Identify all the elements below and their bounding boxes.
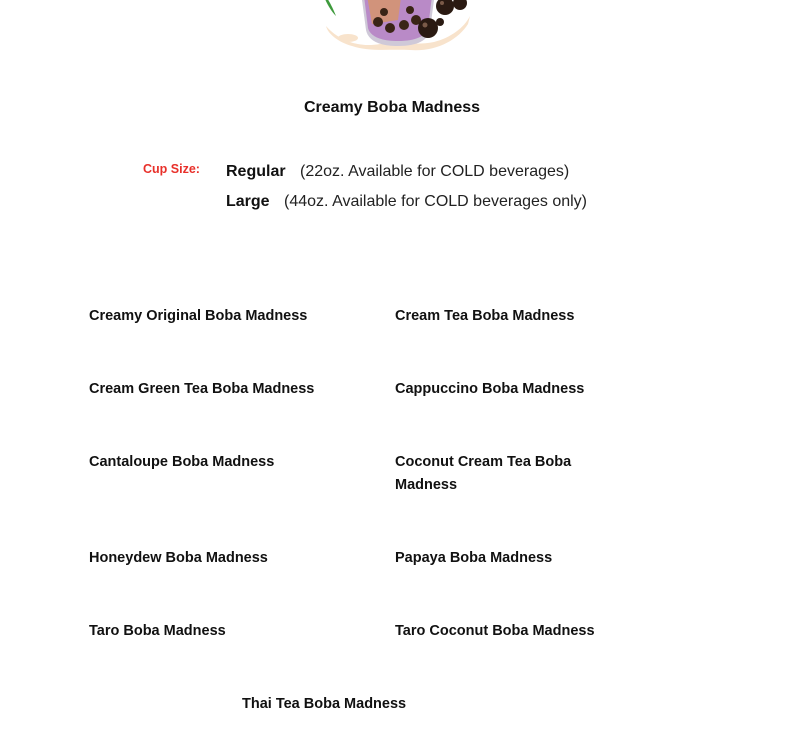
menu-item[interactable]: Honeydew Boba Madness: [89, 550, 268, 566]
menu-item[interactable]: Taro Boba Madness: [89, 623, 226, 639]
menu-item[interactable]: Taro Coconut Boba Madness: [395, 623, 595, 639]
boba-drink-icon: [318, 0, 478, 52]
cup-size-name: Regular: [226, 163, 286, 180]
menu-item[interactable]: Papaya Boba Madness: [395, 550, 553, 566]
section-title: Creamy Boba Madness: [303, 99, 481, 116]
cup-size-name: Large: [226, 193, 270, 210]
menu-item[interactable]: Thai Tea Boba Madness: [242, 696, 407, 712]
menu-item[interactable]: Cream Tea Boba Madness: [395, 308, 575, 324]
cup-size-option-regular: [226, 163, 569, 181]
menu-item[interactable]: Cantaloupe Boba Madness: [89, 454, 275, 470]
cup-size-description: (22oz. Available for COLD beverages): [300, 163, 570, 180]
cup-size-option-large: [226, 193, 587, 211]
cup-size-label: Cup Size:: [143, 162, 200, 176]
menu-item[interactable]: Coconut Cream Tea Boba Madness: [395, 454, 572, 493]
menu-item[interactable]: Cream Green Tea Boba Madness: [89, 381, 315, 397]
cup-size-description: (44oz. Available for COLD beverages only): [284, 193, 588, 210]
menu-item[interactable]: Creamy Original Boba Madness: [89, 308, 308, 324]
menu-item[interactable]: Cappuccino Boba Madness: [395, 381, 585, 397]
